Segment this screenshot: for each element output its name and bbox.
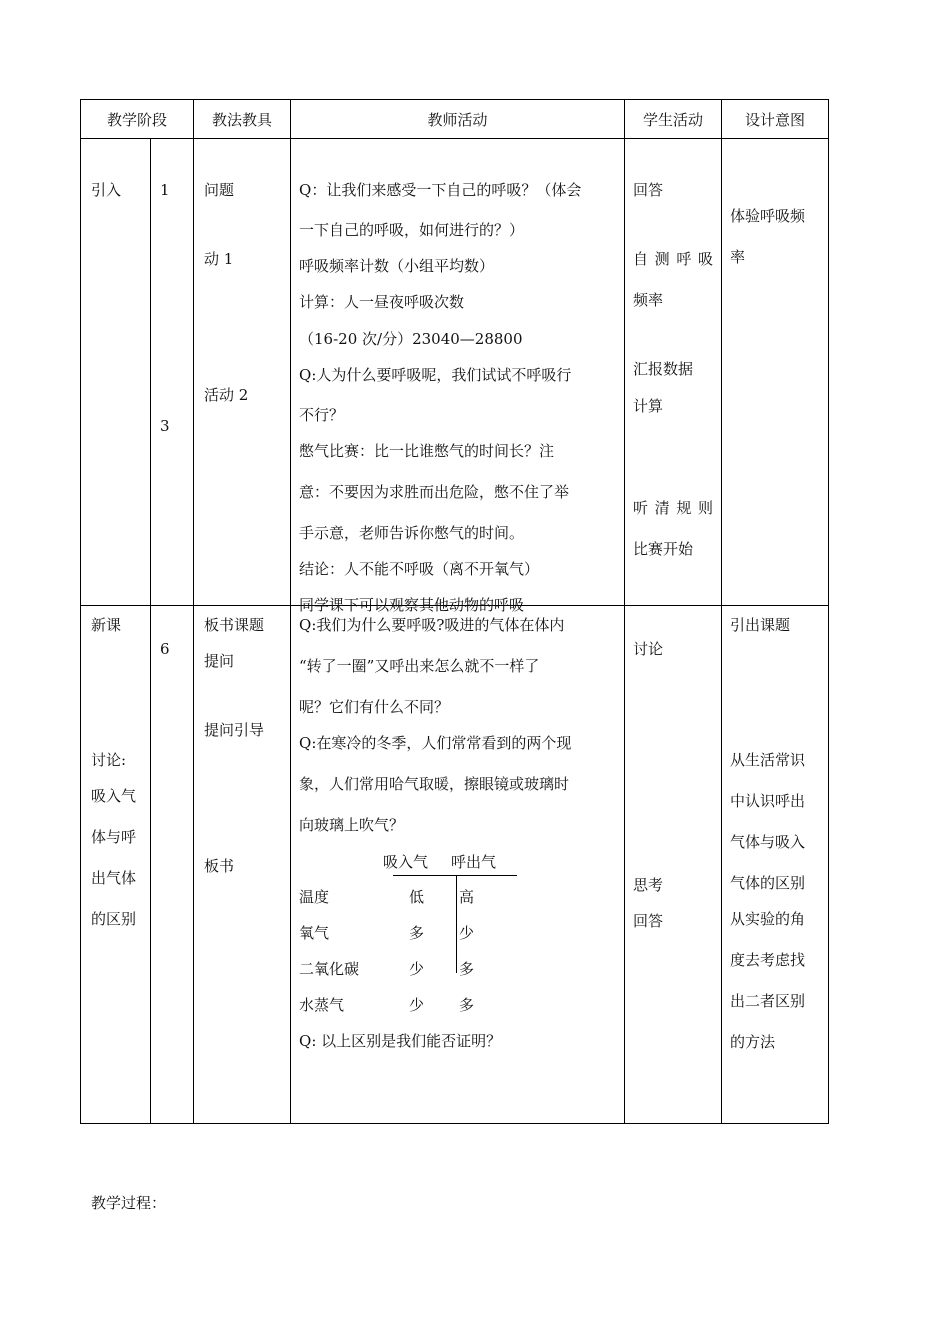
intro-num-cell (151, 139, 194, 606)
new-student-cell (625, 606, 722, 1124)
teacher-line: 意：不要因为求胜而出危险，憋不住了举 (299, 483, 570, 501)
student-line: 频率 (633, 291, 664, 309)
intent-line: 引出课题 (730, 616, 791, 634)
student-line: 回答 (633, 181, 664, 199)
comparison-out-value: 少 (459, 924, 475, 942)
intent-line: 率 (730, 248, 746, 266)
student-line: 汇报数据 (633, 360, 694, 378)
intent-line: 体验呼吸频 (730, 207, 806, 225)
student-line: 自测呼吸 (633, 250, 714, 268)
student-line: 计算 (633, 397, 664, 415)
method-item: 活动 2 (204, 386, 249, 404)
comparison-header-out: 呼出气 (451, 853, 497, 871)
teacher-line: （16-20 次/分）23040—28800 (299, 330, 523, 348)
header-stage: 教学阶段 (81, 100, 194, 139)
intent-line: 出二者区别 (730, 992, 806, 1010)
comparison-in-value: 多 (409, 924, 425, 942)
comparison-out-value: 高 (459, 888, 475, 906)
method-item: 问题 (204, 181, 235, 199)
comparison-v-rule (456, 875, 457, 973)
stage-label: 讨论: (91, 751, 127, 769)
new-num-cell (151, 606, 194, 1124)
intent-line: 度去考虑找 (730, 951, 806, 969)
stage-label: 的区别 (91, 910, 137, 928)
comparison-header-in: 吸入气 (383, 853, 429, 871)
teacher-line: 呢？它们有什么不同？ (299, 698, 450, 716)
new-teacher-cell (291, 606, 625, 1124)
comparison-row-name: 温度 (299, 888, 330, 906)
row-new-lesson (81, 606, 829, 1124)
teacher-line: Q：让我们来感受一下自己的呼吸？（体会 (299, 181, 582, 199)
new-stage-cell (81, 606, 151, 1124)
comparison-in-value: 低 (409, 888, 425, 906)
intent-line: 中认识呼出 (730, 792, 806, 810)
row-intro (81, 139, 829, 606)
intro-student-cell (625, 139, 722, 606)
stage-label: 体与呼 (91, 828, 137, 846)
teacher-line: 憋气比赛：比一比谁憋气的时间长？注 (299, 442, 555, 460)
comparison-row-name: 氧气 (299, 924, 330, 942)
new-intent-cell (722, 606, 829, 1124)
teacher-question: Q: 以上区别是我们能否证明？ (299, 1032, 502, 1050)
step-number: 6 (160, 640, 170, 658)
section-heading-teaching-process: 教学过程： (91, 1194, 167, 1212)
teacher-line: 象，人们常用哈气取暖，擦眼镜或玻璃时 (299, 775, 570, 793)
step-number: 3 (160, 417, 170, 435)
stage-label: 吸入气 (91, 787, 137, 805)
teacher-line: 呼吸频率计数（小组平均数） (299, 257, 495, 275)
teacher-line: 向玻璃上吹气？ (299, 816, 405, 834)
intent-line: 气体与吸入 (730, 833, 806, 851)
header-methods: 教法教具 (194, 100, 291, 139)
teacher-line: 结论：人不能不呼吸（离不开氧气） (299, 560, 540, 578)
teacher-line: 不行？ (299, 406, 345, 424)
intent-line: 的方法 (730, 1033, 776, 1051)
intent-line: 从生活常识 (730, 751, 806, 769)
student-line: 回答 (633, 912, 664, 930)
teacher-line: 同学课下可以观察其他动物的呼吸 (299, 596, 525, 614)
step-number: 1 (160, 181, 170, 199)
method-item: 板书 (204, 857, 235, 875)
intent-line: 气体的区别 (730, 874, 806, 892)
header-row (81, 100, 829, 139)
comparison-out-value: 多 (459, 960, 475, 978)
intro-intent-cell (722, 139, 829, 606)
student-line: 讨论 (633, 640, 664, 658)
method-item: 提问 (204, 652, 235, 670)
teacher-line: 一下自己的呼吸，如何进行的？） (299, 221, 525, 239)
comparison-row-name: 二氧化碳 (299, 960, 360, 978)
stage-label: 出气体 (91, 869, 137, 887)
stage-label: 新课 (91, 616, 122, 634)
intro-methods-cell (194, 139, 291, 606)
teacher-line: “转了一圈”又呼出来怎么就不一样了 (299, 657, 540, 675)
teacher-line: Q:在寒冷的冬季，人们常常看到的两个现 (299, 734, 572, 752)
student-line: 比赛开始 (633, 540, 694, 558)
teacher-line: Q:人为什么要呼吸呢，我们试试不呼吸行 (299, 366, 572, 384)
teacher-line: Q:我们为什么要呼吸?吸进的气体在体内 (299, 616, 565, 634)
comparison-h-rule (393, 875, 517, 876)
method-item: 动 1 (204, 250, 234, 268)
lesson-plan-table (80, 99, 829, 1124)
header-design-intent: 设计意图 (722, 100, 829, 139)
new-methods-cell (194, 606, 291, 1124)
method-item: 板书课题 (204, 616, 265, 634)
header-teacher-activity: 教师活动 (291, 100, 625, 139)
comparison-in-value: 少 (409, 996, 425, 1014)
student-line: 思考 (633, 876, 664, 894)
teacher-line: 手示意，老师告诉你憋气的时间。 (299, 524, 525, 542)
comparison-out-value: 多 (459, 996, 475, 1014)
intro-teacher-cell (291, 139, 625, 614)
intent-line: 从实验的角 (730, 910, 806, 928)
comparison-in-value: 少 (409, 960, 425, 978)
method-item: 提问引导 (204, 721, 265, 739)
comparison-row-name: 水蒸气 (299, 996, 345, 1014)
teacher-line: 计算：人一昼夜呼吸次数 (299, 293, 465, 311)
header-student-activity: 学生活动 (625, 100, 722, 139)
intro-stage-cell (81, 139, 151, 606)
stage-label: 引入 (91, 181, 122, 199)
student-line: 听清规则 (633, 499, 714, 517)
